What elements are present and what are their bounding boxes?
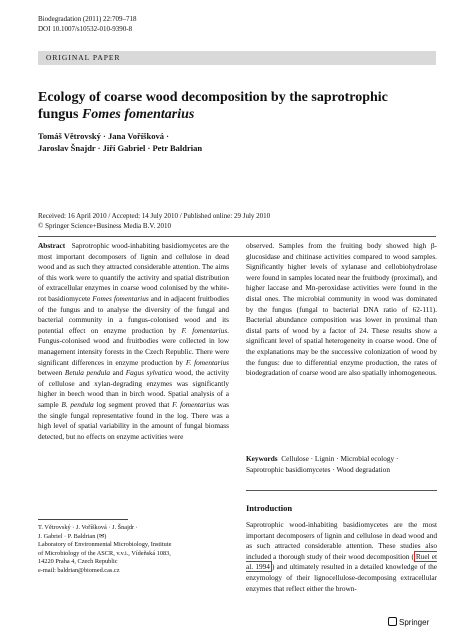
abstract-text-5: and (110, 368, 126, 378)
author-list (38, 130, 202, 154)
species-name: Fagus sylvatica (125, 368, 173, 378)
intro-text-1: Saprotrophic wood-inhabiting basidiomycetes are the most important decomposers of lignin and cellulose in dead wood and as such attracted considerable attention. These studies also included a thorough study of their wood decomposition ( (246, 520, 437, 561)
abstract-text-1: Saprotrophic wood-inhabiting basidiomycetes are the most important decomposers of lignin and cellulose in dead wood and as such they attracted considerable attention. The aims of this work were to quantify the activity and spatial distribution of extracellular enzymes in coarse wood colonised by the white-rot basidiomycete (38, 241, 229, 303)
introduction-heading: Introduction (246, 503, 293, 513)
keywords-divider (246, 490, 437, 491)
publisher-logo (388, 617, 429, 627)
species-name: Betula pendula (64, 368, 111, 378)
affiliation-authors-2: J. Gabriel · P. Baldrian (✉) (38, 532, 107, 540)
affiliation-authors-1: T. Větrovský · J. Voříšková · J. Šnajdr · (38, 524, 138, 531)
intro-text-2: ) and ultimately resulted in a detailed knowledge of the enzymology of their lignocellulose-decomposing extracellular enzymes that reflect either the brown- (246, 562, 437, 593)
title-line-2-prefix: fungus (38, 107, 82, 122)
abstract-text-7: log segment proved that (93, 399, 173, 409)
abstract-right-column: observed. Samples from the fruiting body showed high β-glucosidase and chitinase activities compared to wood samples. Significantly higher levels of xylanase and cellobiohydrolase were found in samples located near the fruitbody (proximal), and higher laccase and Mn-peroxidase activities were found in the distal ones. The microbial community in wood was dominated by the fungus (fungal to bacterial DNA ratio of 62-111). Bacterial abundance composition was lower in proximal than distal parts of wood by a factor of 24. These results show a significant level of spatial heterogeneity in coarse wood. One of the explanations may be the successive colonization of wood by the fungus: due to differential enzyme production, the rates of biodegradation of coarse wood are also spatially inhomogeneous. (246, 241, 437, 378)
species-name: F. fomentarius (172, 399, 215, 409)
affiliation-email[interactable]: e-mail: baldrian@biomed.cas.cz (38, 566, 120, 574)
affiliation-institution-1: Laboratory of Environmental Microbiology, Institute (38, 541, 172, 549)
keywords-text: Cellulose · Lignin · Microbial ecology · Saprotrophic basidiomycetes · Wood degradation (246, 454, 399, 474)
affiliation-address: 14220 Praha 4, Czech Republic (38, 558, 118, 566)
dates-line: Received: 16 April 2010 / Accepted: 14 July 2010 / Published online: 29 July 2010 (38, 212, 271, 220)
affiliation-block (38, 524, 229, 576)
authors-line-1: Tomáš Větrovský · Jana Voříšková · (38, 131, 169, 141)
keywords-label: Keywords (246, 454, 278, 463)
citation-link[interactable]: Ruel et al. 1994 (246, 551, 437, 572)
abstract-text-6: wood, the activity of cellulose and xylan-degrading enzymes was significantly higher in beech wood than in birch wood. Spatial analysis of a sample (38, 368, 229, 409)
title-species: Fomes fomentarius (81, 107, 195, 122)
article-type-banner (38, 51, 436, 65)
authors-line-2: Jaroslav Šnajdr · Jiří Gabriel · Petr Baldrian (38, 143, 203, 153)
species-name: B. pendula (61, 399, 94, 409)
affiliation-institution-2: of Microbiology of the ASCR, v.v.i., Vídeňská 1083, (38, 549, 171, 557)
abstract-text-2: and in adjacent fruitbodies of the fungus and to analyse the diversity of the fungal and bacterial community in a fungus-colonised wood and its potential effect on enzyme production by (38, 293, 229, 335)
journal-header (38, 14, 137, 34)
species-name: F. fomentarius (181, 325, 228, 335)
copyright-line: © Springer Science+Business Media B.V. 2010 (38, 222, 171, 230)
species-name: Fomes fomentarius (92, 293, 149, 303)
abstract-text-8: was the single fungal representative found in the log. There was a high level of spatial variability in the amount of fungal biomass detected, but no effects on enzyme activities were (38, 399, 229, 441)
journal-citation: Biodegradation (2011) 22:709–718 (38, 15, 137, 23)
abstract-text-3: . Fungus-colonised wood and fruitbodies were collected in low management intensity forests in the Czech Republic. There were significant differences in enzyme production by (38, 325, 229, 367)
title-line-2 (38, 106, 428, 123)
abstract-label: Abstract (38, 241, 66, 250)
introduction-text (246, 520, 437, 594)
springer-horse-icon (388, 617, 397, 626)
abstract-text-4: between (38, 368, 65, 378)
publication-history (38, 211, 270, 231)
abstract-left-column (38, 241, 229, 442)
footnote-divider (38, 519, 128, 520)
keywords (246, 454, 437, 475)
journal-doi: DOI 10.1007/s10532-010-9390-8 (38, 25, 133, 33)
title-line-1: Ecology of coarse wood decomposition by the saprotrophic (38, 90, 388, 105)
publisher-name: Springer (399, 618, 430, 627)
header-divider (38, 236, 436, 237)
article-type-label: ORIGINAL PAPER (46, 53, 121, 62)
paper-title (38, 89, 428, 123)
species-name: F. fomentarius (185, 357, 229, 367)
